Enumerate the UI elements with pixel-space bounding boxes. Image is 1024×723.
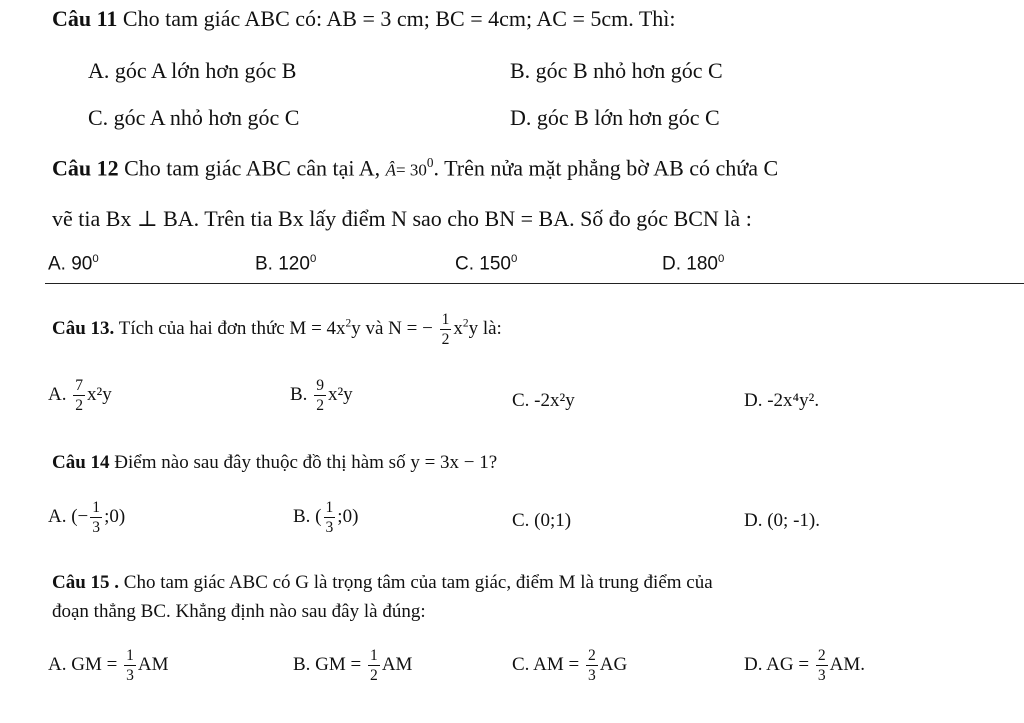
q11-option-a: A. góc A lớn hơn góc B — [88, 58, 297, 83]
section-divider — [45, 283, 1024, 284]
q13-option-a-den: 2 — [75, 396, 84, 414]
q13-option-b-suffix: x²y — [327, 383, 353, 405]
q15-option-b-num: 1 — [370, 647, 378, 664]
q14-label: Câu 14 — [52, 452, 110, 473]
q14-option-a — [48, 500, 125, 535]
q12-angle-value: = 30 — [396, 160, 427, 180]
q14-option-b-prefix: B. ( — [293, 505, 322, 527]
q12-stem-line2: vẽ tia Bx ⊥ BA. Trên tia Bx lấy điểm N sao cho BN = BA. Số đo góc BCN là : — [52, 206, 752, 231]
q15-option-b-prefix: B. GM = — [293, 653, 362, 675]
q15-option-d-suffix: AM. — [829, 653, 866, 675]
q13-option-c: C. -2x²y — [512, 390, 575, 411]
q14-option-b-num: 1 — [325, 499, 334, 516]
q12-label: Câu 12 — [52, 155, 119, 181]
q15-option-a — [48, 648, 168, 683]
q12-option-b-degree: 0 — [309, 253, 317, 265]
q12-stem-b: . Trên nửa mặt phẳng bờ AB có chứa C — [433, 155, 779, 181]
q13-option-b-den: 2 — [316, 396, 324, 414]
q14-option-d: D. (0; -1). — [744, 510, 820, 531]
q13-option-a-suffix: x²y — [87, 383, 112, 405]
q15-option-b — [293, 648, 412, 683]
q12-option-c — [455, 253, 517, 275]
q14-stem-line — [52, 452, 497, 474]
q14-stem: Điểm nào sau đây thuộc đồ thị hàm số y = 3x − 1? — [114, 452, 498, 473]
q15-option-d — [744, 648, 865, 683]
q12-option-a-text: A. 90 — [48, 253, 93, 275]
q13-frac-den: 2 — [441, 330, 450, 348]
q13-option-a — [48, 378, 112, 413]
q11-stem: Cho tam giác ABC có: AB = 3 cm; BC = 4cm; AC = 5cm. Thì: — [122, 6, 676, 31]
q15-option-d-fraction — [816, 648, 828, 683]
q14-option-b-den: 3 — [325, 518, 334, 536]
q15-label: Câu 15 . — [52, 572, 120, 593]
q12-stem-a: Cho tam giác ABC cân tại A, — [124, 155, 381, 181]
q13-frac-num: 1 — [441, 311, 450, 328]
q15-option-d-den: 3 — [817, 666, 826, 684]
q13-fraction — [440, 312, 452, 347]
q12-option-a-degree: 0 — [92, 253, 99, 265]
q12-option-d-text: D. 180 — [662, 253, 718, 275]
q13-option-a-num: 7 — [75, 377, 84, 394]
q14-option-b-suffix: ;0) — [337, 505, 359, 527]
q15-option-b-den: 2 — [370, 666, 378, 684]
q12-option-a — [48, 253, 99, 275]
q12-option-d — [662, 253, 724, 275]
q15-option-c-num: 2 — [587, 647, 596, 664]
q13-option-a-fraction — [73, 378, 85, 413]
q13-stem-c: x — [453, 317, 463, 339]
q15-option-a-den: 3 — [126, 666, 134, 684]
q12-angle-degree: 0 — [426, 155, 434, 170]
q13-option-a-prefix: A. — [48, 383, 67, 405]
q15-option-c-prefix: C. AM = — [512, 653, 580, 675]
q12-option-c-text: C. 150 — [455, 253, 511, 275]
q13-option-b — [290, 378, 353, 413]
q11-option-b: B. góc B nhỏ hơn góc C — [510, 58, 723, 83]
q15-option-b-fraction — [368, 648, 380, 683]
q15-option-c-suffix: AG — [599, 653, 628, 675]
q12-option-c-degree: 0 — [510, 253, 518, 265]
q14-option-b-fraction — [324, 500, 336, 535]
q15-option-c-den: 3 — [587, 666, 596, 684]
q14-option-b — [293, 500, 358, 535]
q15-option-c-fraction — [586, 648, 598, 683]
q12-option-b — [255, 253, 316, 275]
q15-option-c — [512, 648, 627, 683]
q15-option-d-prefix: D. AG = — [744, 653, 810, 675]
q13-option-b-num: 9 — [316, 377, 324, 394]
q13-option-b-prefix: B. — [290, 383, 308, 405]
q15-option-b-suffix: AM — [381, 653, 413, 675]
q14-option-a-prefix: A. (− — [48, 505, 89, 527]
q13-stem-d: y là: — [468, 317, 502, 339]
q13-stem-a: Tích của hai đơn thức M = 4x — [118, 317, 346, 339]
q13-label: Câu 13. — [52, 317, 115, 339]
q11-option-d: D. góc B lớn hơn góc C — [510, 105, 720, 130]
q15-option-a-fraction — [124, 648, 136, 683]
q15-stem-line1 — [52, 572, 957, 594]
q13-stem-b: y và N = − — [351, 317, 433, 339]
q13-stem-sup: 2 — [345, 317, 352, 330]
q12-option-d-degree: 0 — [717, 253, 725, 265]
q11-stem-line — [52, 6, 676, 32]
q12-option-b-text: B. 120 — [255, 253, 310, 275]
q14-option-a-den: 3 — [92, 518, 101, 536]
q15-option-d-num: 2 — [817, 647, 826, 664]
q12-stem-line1 — [52, 155, 778, 181]
q11-option-c: C. góc A nhỏ hơn góc C — [88, 105, 300, 130]
q15-stem-line2: đoạn thẳng BC. Khẳng định nào sau đây là đúng: — [52, 601, 426, 622]
q14-option-a-suffix: ;0) — [104, 505, 126, 527]
q15-option-a-prefix: A. GM = — [48, 653, 118, 675]
q15-stem1: Cho tam giác ABC có G là trọng tâm của tam giác, điểm M là trung điểm của — [123, 572, 713, 593]
q13-option-d: D. -2x⁴y². — [744, 390, 820, 411]
q14-option-a-fraction — [90, 500, 102, 535]
q15-option-a-suffix: AM — [137, 653, 169, 675]
q11-label: Câu 11 — [52, 6, 118, 31]
q13-option-b-fraction — [314, 378, 326, 413]
q14-option-c: C. (0;1) — [512, 510, 572, 531]
q13-stem-c-sup: 2 — [462, 317, 469, 330]
q14-option-a-num: 1 — [92, 499, 101, 516]
q13-stem-line — [52, 312, 502, 347]
q12-angle-symbol: Â — [385, 160, 397, 180]
q15-option-a-num: 1 — [126, 647, 134, 664]
